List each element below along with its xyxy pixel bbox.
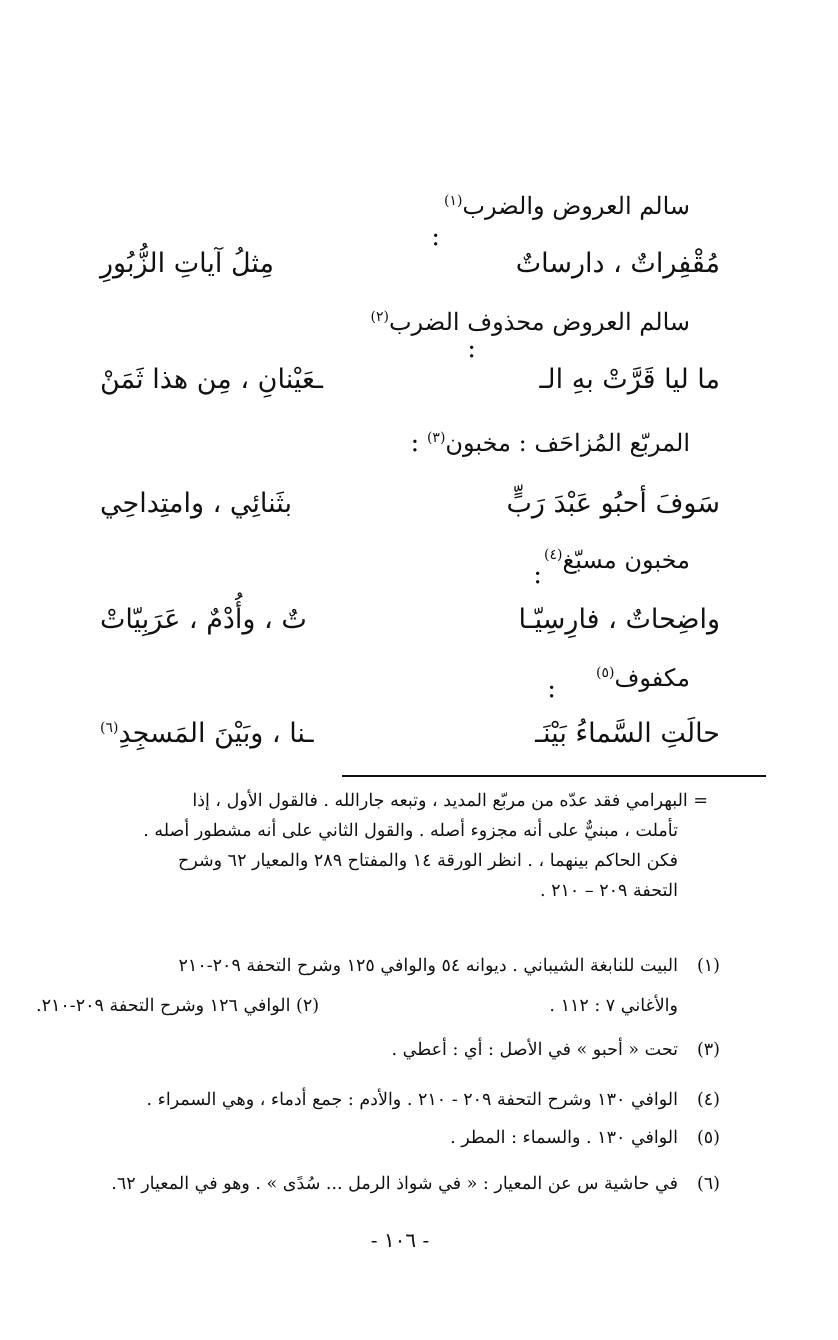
verse-line-1 (100, 248, 720, 292)
footnote-text: الوافي ١٣٠ . والسماء : المطر . (450, 1128, 678, 1148)
footnote-ref: (٥) (596, 665, 615, 681)
verse-second-hemistich: بثَنائِي ، وامتِداحِي (100, 488, 292, 519)
footnote-continuation-line: فكن الحاكم بينهما ، . انظر الورقة ١٤ والمفتاح ٢٨٩ والمعيار ٦٢ وشرح (178, 851, 678, 871)
footnote-ref: (١) (443, 193, 463, 209)
footnote-continuation-line: تأملت ، مبنيٌّ على أنه مجزوء أصله . والقول الثاني على أنه مشطور أصله . (143, 821, 678, 841)
page-number: - ١٠٦ - (370, 1228, 430, 1252)
verse-second-hemistich: ـعَيْنانِ ، مِن هذا ثَمَنْ (100, 364, 323, 395)
verse-first-hemistich: حالَتِ السَّماءُ بَيْنَـ (535, 718, 720, 749)
verse-second-hemistich (100, 718, 314, 749)
heading-makfuf (596, 664, 690, 692)
footnote-number: (٤) (696, 1090, 720, 1110)
heading-colon: : (467, 334, 476, 364)
heading-salim-arud-darb (444, 192, 690, 220)
verse-line-4 (100, 604, 720, 648)
heading-text: مخبون مسبّغ (562, 546, 690, 574)
verse-second-hemistich: مِثلُ آياتِ الزُّبُورِ (100, 248, 275, 279)
footnote-ref: (٦) (100, 720, 119, 736)
verse-first-hemistich: مُقْفِراتٌ ، دارساتٌ (515, 248, 720, 279)
footnote-number: (٣) (696, 1040, 720, 1060)
verse-line-2 (100, 364, 720, 408)
heading-text: سالم العروض محذوف الضرب (388, 308, 690, 336)
verse-first-hemistich: سَوفَ أحبُو عَبْدَ رَبٍّ (506, 488, 720, 519)
footnote-text: (٢) الوافي ١٢٦ وشرح التحفة ٢٠٩-٢١٠. (36, 996, 320, 1016)
verse-first-hemistich: واضِحاتٌ ، فارِسِيّـا (518, 604, 720, 635)
footnote-text: الوافي ١٣٠ وشرح التحفة ٢٠٩ - ٢١٠ . والأدم : جمع أدماء ، وهي السمراء . (146, 1090, 678, 1110)
footnote-separator (342, 775, 766, 777)
footnote-continuation-line: التحفة ٢٠٩ – ٢١٠ . (539, 881, 678, 901)
verse-line-5 (100, 718, 720, 762)
verse-second-hemistich-text: ـنا ، وبَيْنَ المَسجِدِ (118, 718, 314, 749)
heading-makhbun-musabbagh (544, 546, 690, 574)
footnote-number: (١) (696, 956, 720, 976)
footnote-number: (٦) (696, 1174, 720, 1194)
heading-salim-arud-mahdhuf (370, 308, 690, 336)
heading-text: مكفوف (614, 664, 690, 692)
footnote-ref: (٢) (370, 309, 389, 325)
footnote-text: تحت « أحبو » في الأصل : أي : أعطي . (391, 1040, 678, 1060)
footnote-number: (٥) (696, 1128, 720, 1148)
heading-text: سالم العروض والضرب (462, 192, 690, 220)
verse-first-hemistich: ما ليا قَرَّتْ بهِ الـ (539, 364, 720, 395)
footnote-ref: (٤) (544, 547, 563, 563)
footnote-text: في حاشية س عن المعيار : « في شواذ الرمل ... سُدًى » . وهو في المعيار ٦٢. (111, 1174, 678, 1194)
heading-colon: : (431, 222, 440, 252)
verse-line-3 (100, 488, 720, 532)
heading-colon: : (533, 560, 542, 590)
footnote-text: البيت للنابغة الشيباني . ديوانه ٥٤ والوافي ١٢٥ وشرح التحفة ٢٠٩-٢١٠ (178, 956, 678, 976)
footnote-ref: (٣) (426, 430, 446, 446)
heading-text: المربّع المُزاحَف : مخبون (445, 429, 690, 457)
heading-murabba-muzahaf (411, 428, 690, 458)
footnote-text: والأغاني ٧ : ١١٢ . (549, 996, 678, 1016)
verse-second-hemistich: تٌ ، وأُدْمٌ ، عَرَبِيّاتْ (100, 604, 307, 635)
heading-colon: : (410, 428, 420, 458)
footnote-continuation-line: = البهرامي فقد عدّه من مربّع المديد ، وتبعه جارالله . فالقول الأول ، إذا (192, 791, 708, 811)
heading-colon: : (547, 674, 556, 704)
